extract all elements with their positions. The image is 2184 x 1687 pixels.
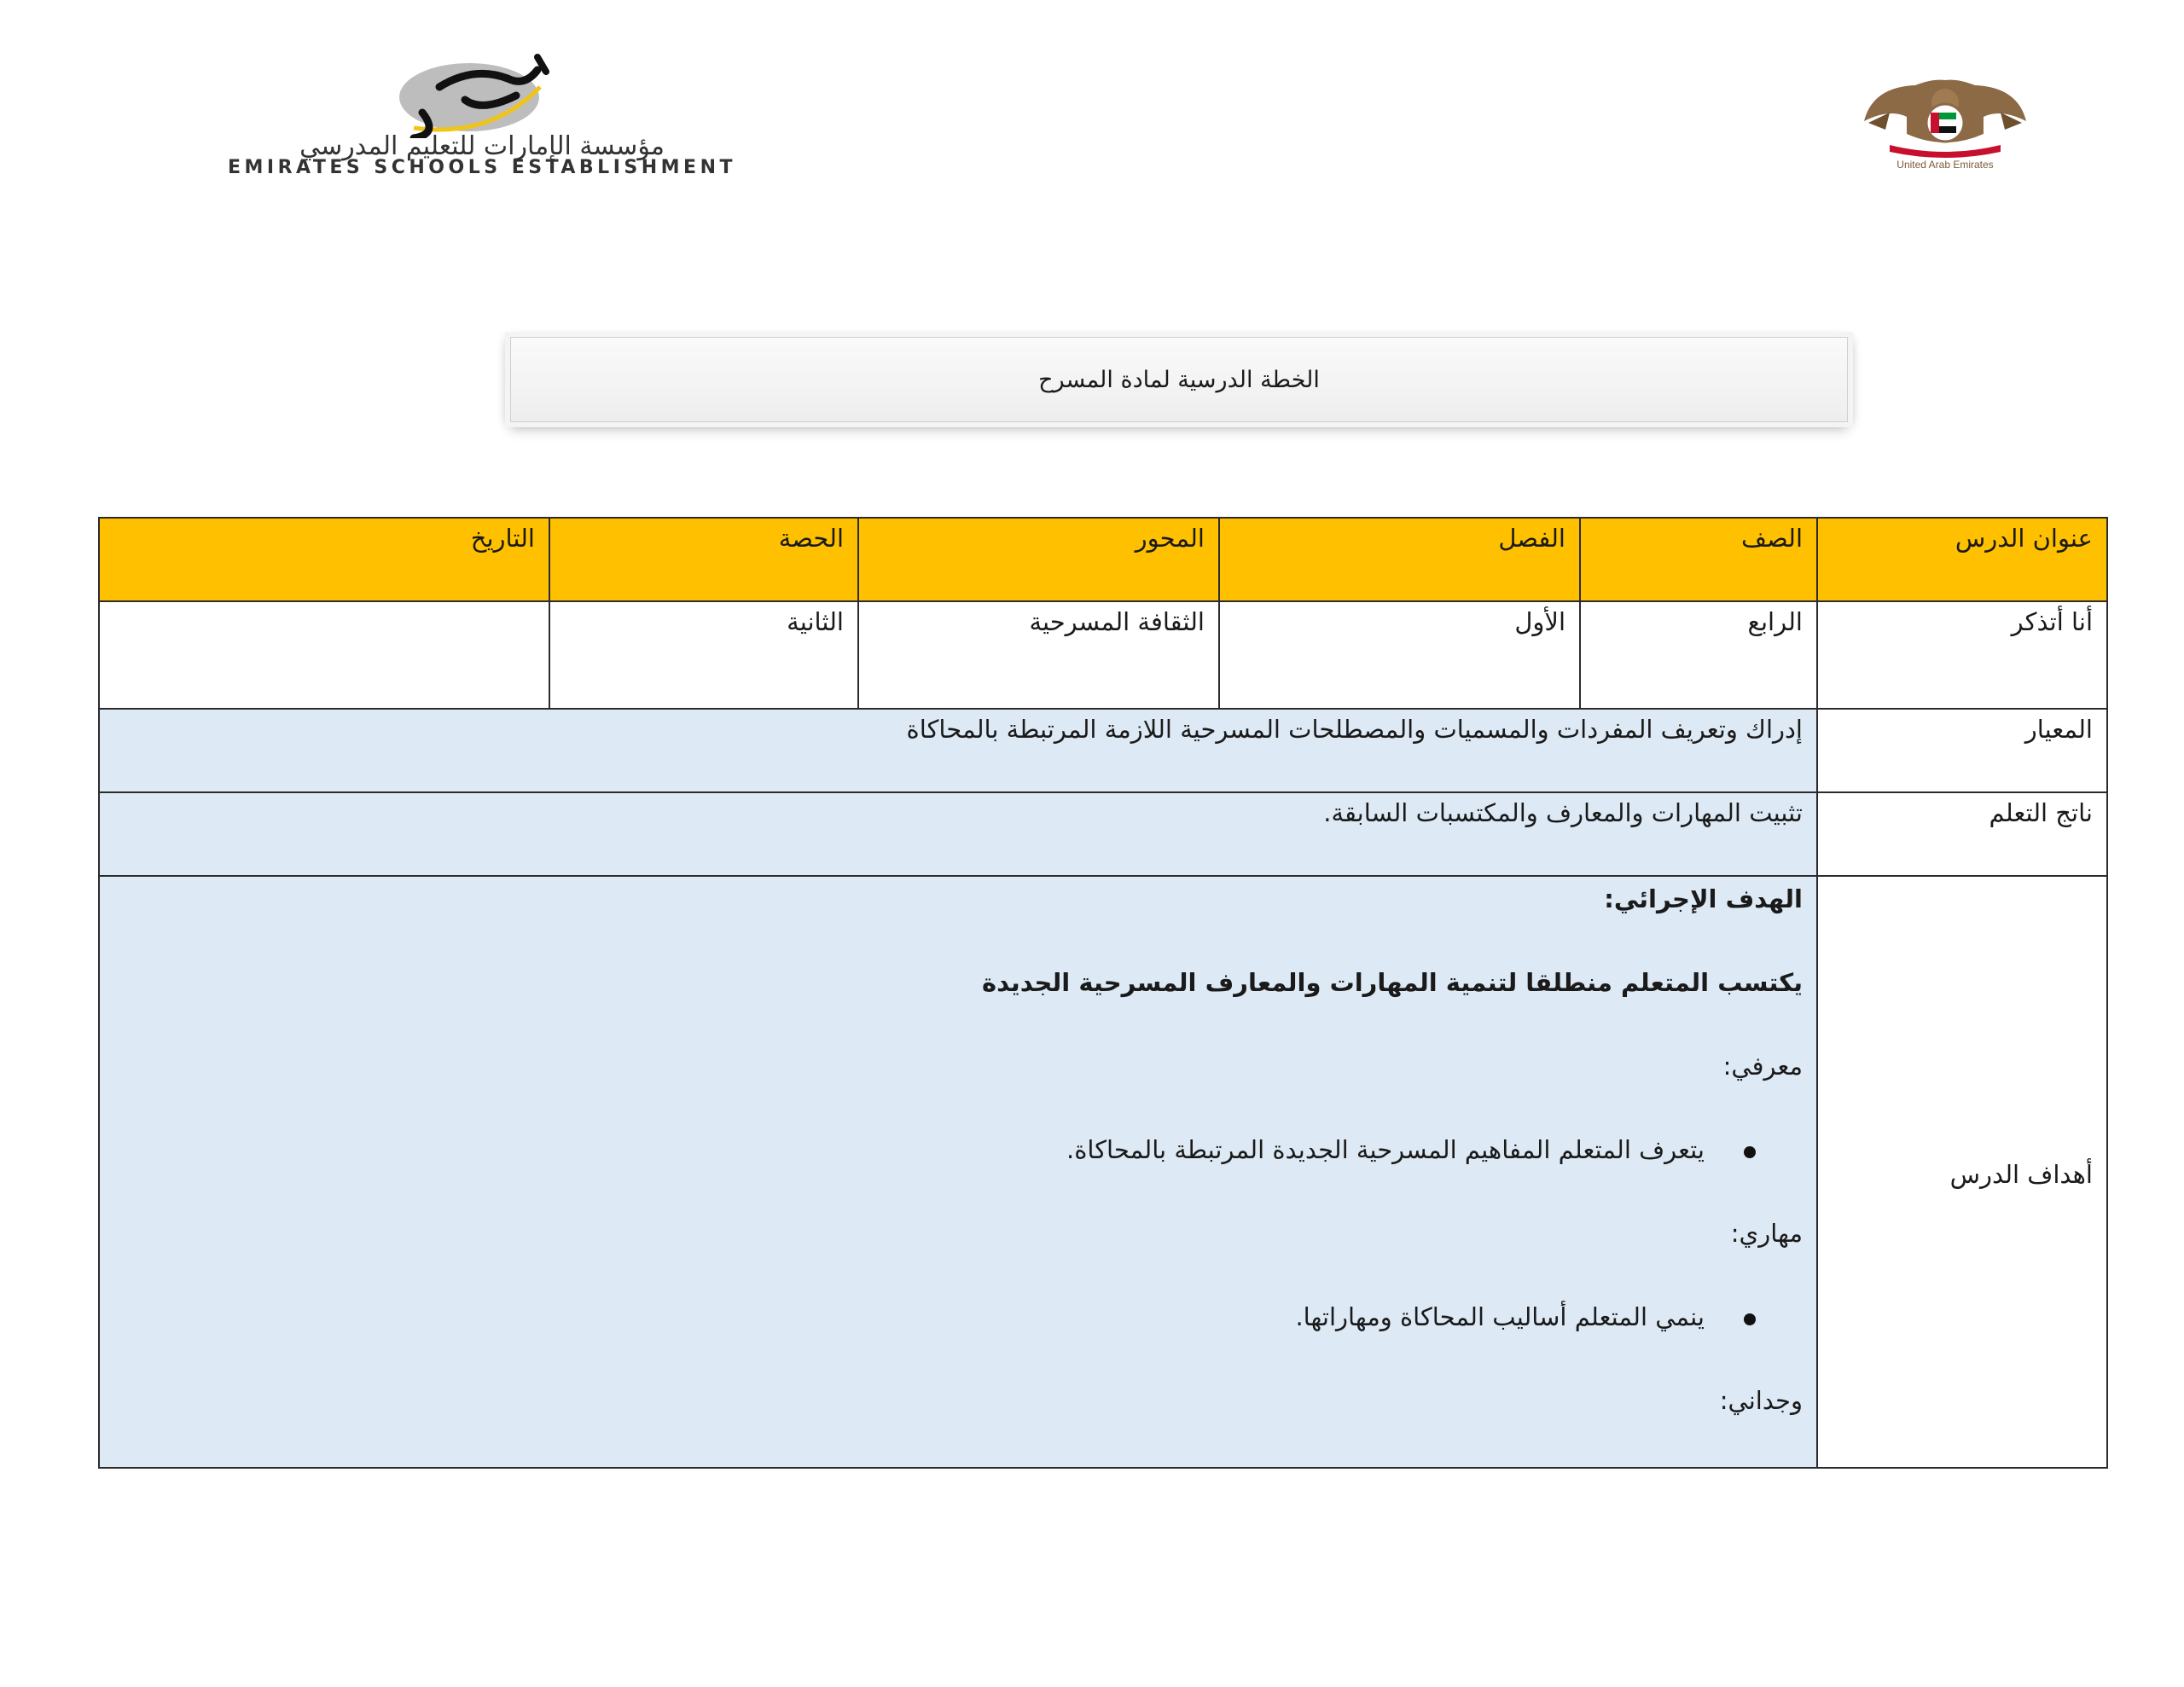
affective-title: وجداني:: [1719, 1386, 1803, 1415]
page-title-text: الخطة الدرسية لمادة المسرح: [1038, 366, 1320, 393]
outcome-label: ناتج التعلم: [1817, 792, 2107, 876]
taaleem-logo-mark: [388, 53, 584, 138]
header-grade: الصف: [1580, 518, 1817, 601]
header-lesson-title: عنوان الدرس: [1817, 518, 2107, 601]
header-period: الحصة: [549, 518, 858, 601]
uae-eagle-emblem: [1856, 70, 2035, 159]
objectives-content: [99, 876, 1817, 1468]
uae-caption: United Arab Emirates: [1896, 159, 1994, 171]
header-term: الفصل: [1219, 518, 1580, 601]
skill-item: ينمي المتعلم أساليب المحاكاة ومهاراتها.: [113, 1300, 1803, 1383]
outcome-text: تثبيت المهارات والمعارف والمكتسبات السابقة.: [99, 792, 1817, 876]
value-term: الأول: [1219, 601, 1580, 709]
standard-text: إدراك وتعريف المفردات والمسميات والمصطلحات المسرحية اللازمة المرتبطة بالمحاكاة: [99, 709, 1817, 792]
objectives-label: أهداف الدرس: [1817, 876, 2107, 1468]
cognitive-item: يتعرف المتعلم المفاهيم المسرحية الجديدة المرتبطة بالمحاكاة.: [113, 1133, 1803, 1216]
cognitive-title: معرفي:: [1722, 1052, 1803, 1081]
page-title: [510, 337, 1848, 422]
standard-label: المعيار: [1817, 709, 2107, 792]
outcome-row: [99, 792, 2107, 876]
ese-english-name: EMIRATES SCHOOLS ESTABLISHMENT: [227, 157, 736, 178]
uae-logo: [1856, 70, 2035, 172]
skill-title: مهاري:: [1730, 1219, 1803, 1248]
header-date: التاريخ: [99, 518, 549, 601]
procedural-title: الهدف الإجرائي:: [1604, 884, 1803, 913]
ese-logo: [175, 53, 789, 181]
value-date: [99, 601, 549, 709]
value-period: الثانية: [549, 601, 858, 709]
procedural-text: يكتسب المتعلم منطلقا لتنمية المهارات والمعارف المسرحية الجديدة: [981, 968, 1803, 997]
value-axis: الثقافة المسرحية: [858, 601, 1219, 709]
value-grade: الرابع: [1580, 601, 1817, 709]
table-header-row: [99, 518, 2107, 601]
lesson-plan-table: [98, 517, 2108, 1469]
header-axis: المحور: [858, 518, 1219, 601]
table-values-row: [99, 601, 2107, 709]
value-lesson-title: أنا أتذكر: [1817, 601, 2107, 709]
objectives-row: [99, 876, 2107, 1468]
ese-arabic-name: مؤسسة الإمارات للتعليم المدرسي: [299, 131, 665, 161]
standard-row: [99, 709, 2107, 792]
